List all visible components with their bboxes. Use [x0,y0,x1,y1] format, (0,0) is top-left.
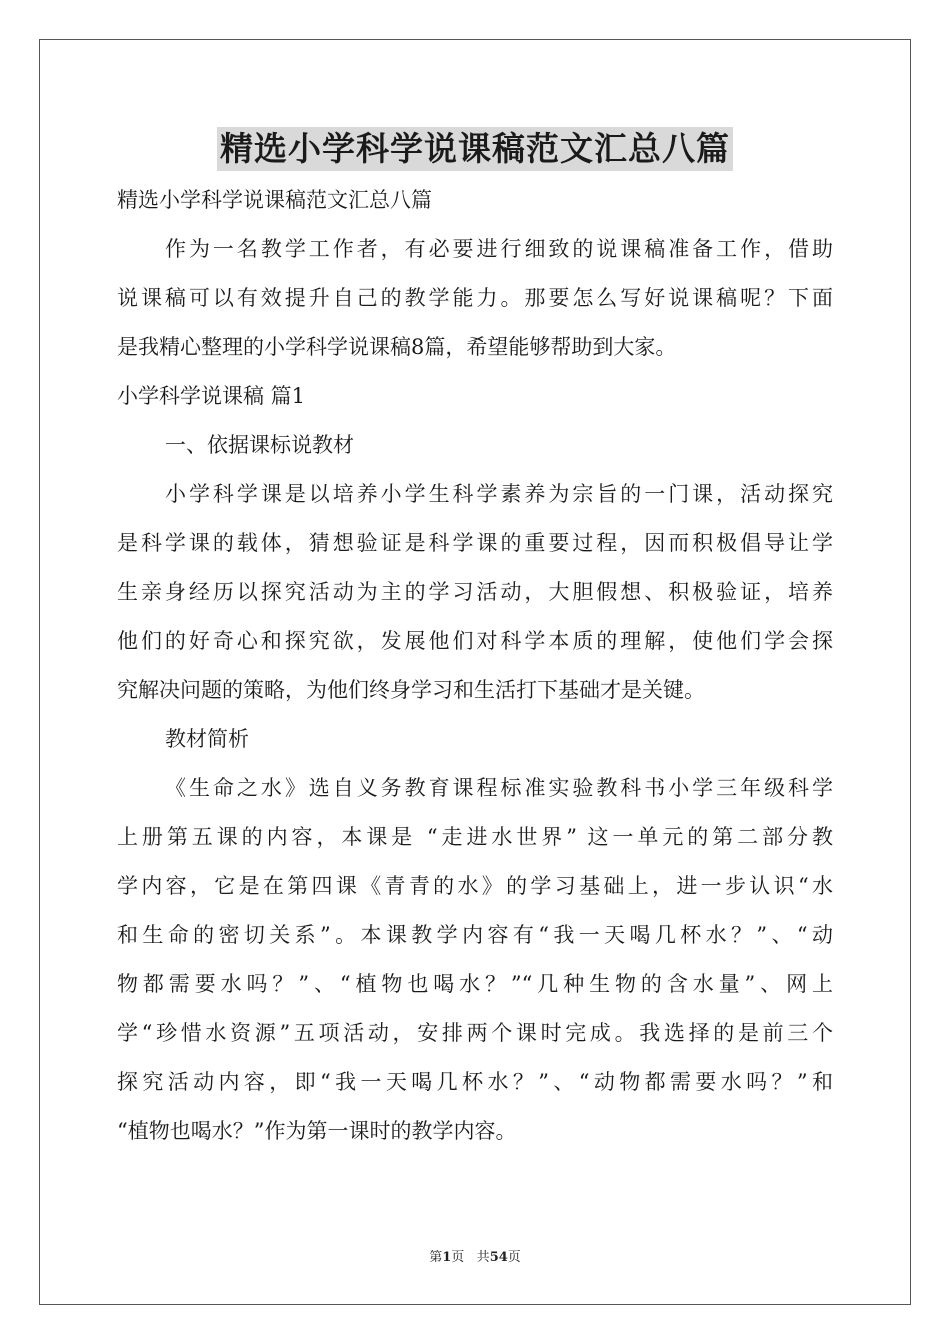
page-number: 1 [442,1250,452,1265]
text-line: 一、依据课标说教材 [165,433,354,457]
text-line: 是我精心整理的小学科学说课稿8篇，希望能够帮助到大家。 [117,335,677,359]
text-line: 教材简析 [165,727,249,751]
text-line: “植物也喝水？”作为第一课时的教学内容。 [117,1119,517,1143]
title-container [0,127,950,171]
text-line: 上册第五课的内容，本课是 “走进水世界” 这一单元的第二部分教 [117,825,833,849]
page-footer [0,1246,950,1265]
text-line: 小学科学课是以培养小学生科学素养为宗旨的一门课，活动探究 [165,482,833,506]
total-prefix: 共 [476,1250,490,1265]
text-line: 探究活动内容，即“我一天喝几杯水？”、“动物都需要水吗？”和 [117,1070,833,1094]
text-line: 精选小学科学说课稿范文汇总八篇 [117,188,432,212]
page-suffix: 页 [451,1250,465,1265]
text-line: 说课稿可以有效提升自己的教学能力。那要怎么写好说课稿呢？下面 [117,286,833,310]
text-line: 和生命的密切关系”。本课教学内容有“我一天喝几杯水？”、“动 [117,923,833,947]
total-pages: 54 [489,1250,508,1265]
text-line: 究解决问题的策略，为他们终身学习和生活打下基础才是关键。 [117,678,705,702]
text-line: 是科学课的载体，猜想验证是科学课的重要过程，因而积极倡导让学 [117,531,833,555]
text-line: 物都需要水吗？”、“植物也喝水？”“几种生物的含水量”、网上 [117,972,833,996]
page-prefix: 第 [429,1250,443,1265]
total-suffix: 页 [507,1250,521,1265]
document-body [117,176,833,1156]
document-title: 精选小学科学说课稿范文汇总八篇 [217,127,733,171]
text-line: 小学科学说课稿 篇1 [117,384,306,408]
text-line: 作为一名教学工作者，有必要进行细致的说课稿准备工作，借助 [165,237,833,261]
text-line: 《生命之水》选自义务教育课程标准实验教科书小学三年级科学 [165,776,833,800]
text-line: 学“珍惜水资源”五项活动，安排两个课时完成。我选择的是前三个 [117,1021,833,1045]
text-line: 学内容，它是在第四课《青青的水》的学习基础上，进一步认识“水 [117,874,833,898]
text-line: 生亲身经历以探究活动为主的学习活动，大胆假想、积极验证，培养 [117,580,833,604]
text-line: 他们的好奇心和探究欲，发展他们对科学本质的理解，使他们学会探 [117,629,833,653]
